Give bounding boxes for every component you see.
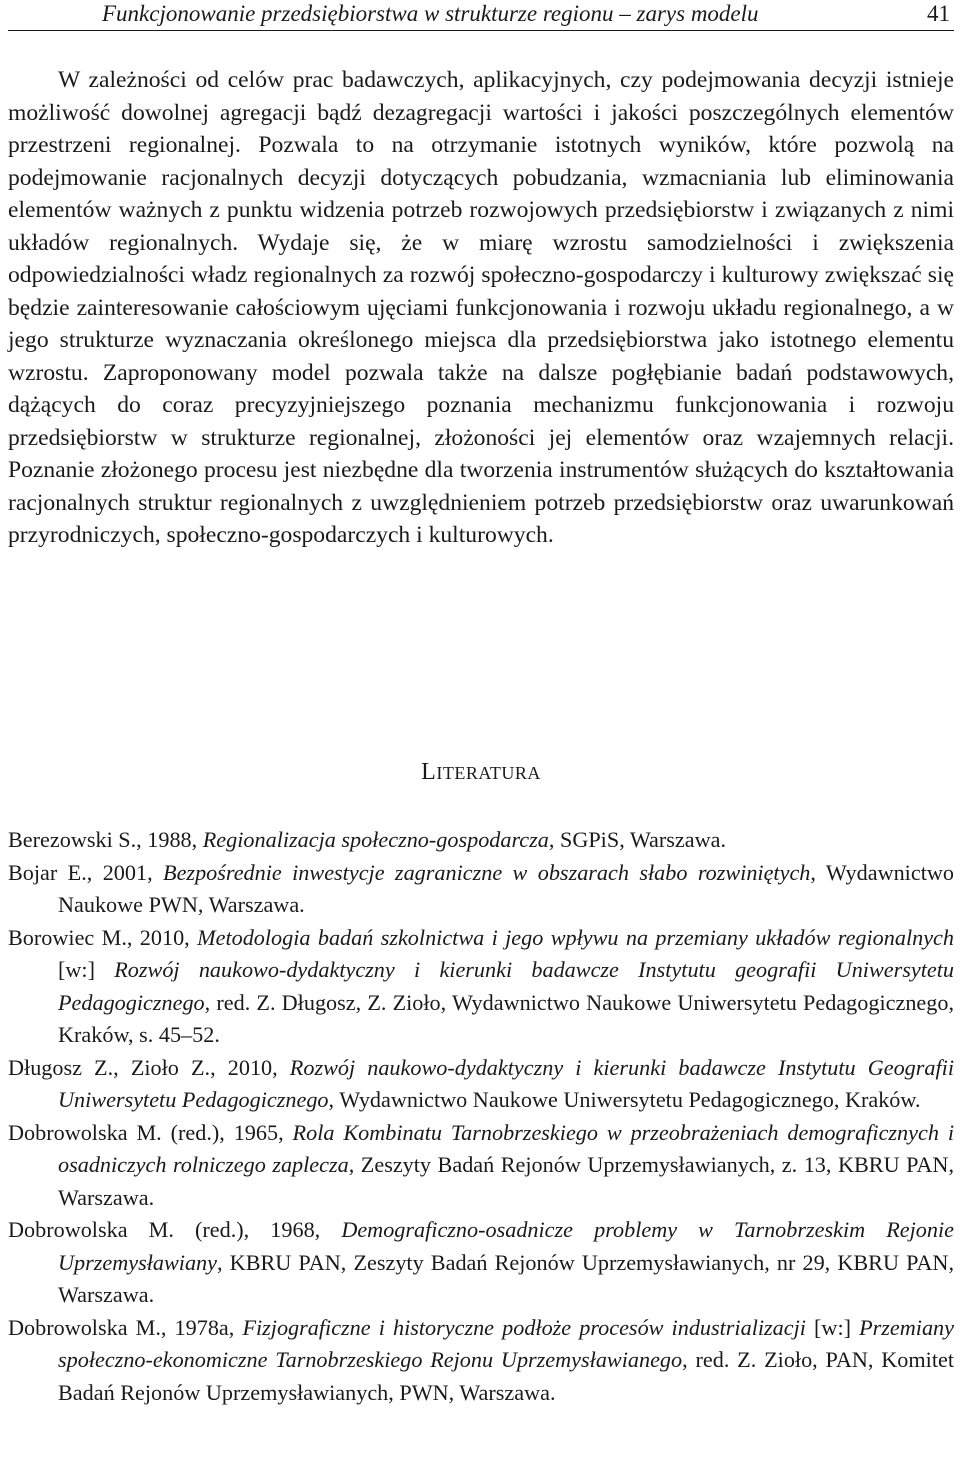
reference-title: Metodologia badań szkolnictwa i jego wpływu na przemiany układów regionalnych [197,924,954,950]
reference-author: Dobrowolska M. (red.), 1968, [8,1217,342,1242]
reference-item [8,922,954,1052]
reference-author: Dobrowolska M. (red.), 1965, [8,1119,293,1145]
body-paragraph [8,64,954,552]
reference-in: [w:] [805,1314,860,1340]
literature-heading [8,758,954,787]
reference-title: Regionalizacja społeczno-gospodarcza [202,827,549,852]
reference-item [8,1117,954,1215]
running-title: Funkcjonowanie przedsiębiorstwa w strukturze regionu – zarys modelu [102,1,759,26]
bibliography [8,824,954,1409]
body-paragraph-text: W zależności od celów prac badawczych, aplikacyjnych, czy podejmowania decyzji istnieje możliwość dowolnej agregacji bądź dezagregacji wartości i jakości poszczególnych elementów przestrzeni regionalnej. Pozwala to na otrzymanie istotnych wyników, które pozwolą na podejmowanie racjonalnych decyzji dotyczących pobudzania, wzmacniania lub eliminowania elementów ważnych z punktu widzenia potrzeb rozwojowych przedsiębiorstw i związanych z nimi układów regionalnych. Wydaje się, że w miarę wzrostu samodzielności i zwiększenia odpowiedzialności władz regionalnych za rozwój społeczno-gospodarczy i kulturowy zwiększać się będzie zainteresowanie całościowym ujęciami funkcjonowania i rozwoju układu regionalnego, a w jego strukturze wyznaczania określonego miejsca dla przedsiębiorstwa jako istotnego elementu wzrostu. Zaproponowany model pozwala także na dalsze pogłębianie badań podstawowych, dążących do coraz precyzyjniejszego poznania mechanizmu funkcjonowania i rozwoju przedsiębiorstw w strukturze regionalnej, złożoności jej elementów oraz wzajemnych relacji. Poznanie złożonego procesu jest niezbędne dla tworzenia instrumentów służących do kształtowania racjonalnych struktur regionalnych z uwzględnieniem potrzeb przedsiębiorstw oraz uwarunkowań przyrodniczych, społeczno-gospodarczych i kulturowych. [8,67,954,548]
reference-item [8,1214,954,1312]
reference-author: Długosz Z., Zioło Z., 2010, [8,1054,290,1080]
reference-item [8,1052,954,1117]
reference-details: , KBRU PAN, Zeszyty Badań Rejonów Uprzemysławianych, nr 29, KBRU PAN, Warszawa. [58,1249,954,1307]
literature-heading-rest: ITERATURA [436,763,541,783]
reference-item [8,824,954,857]
reference-in: [w:] [58,957,115,982]
reference-details: , Zeszyty Badań Rejonów Uprzemysławianych, z. 13, KBRU PAN, Warszawa. [58,1152,954,1210]
reference-volume-title: Przemiany społeczno-ekonomiczne Tarnobrzeskiego Rejonu Uprzemysławianego [58,1314,954,1372]
reference-title: Fizjograficzne i historyczne podłoże procesów industrializacji [242,1314,806,1340]
literature-heading-initial: L [421,759,437,785]
reference-author: Dobrowolska M., 1978a, [8,1314,243,1340]
reference-item [8,1312,954,1410]
running-header [8,0,954,31]
reference-details: , SGPiS, Warszawa. [548,827,727,852]
reference-item [8,857,954,922]
reference-title: Demograficzno-osadnicze problemy w Tarnobrzeskim Rejonie Uprzemysławiany [58,1217,955,1275]
reference-details: , red. Z. Zioło, PAN, Komitet Badań Rejonów Uprzemysławianych, PWN, Warszawa. [58,1347,954,1405]
reference-title: Rozwój naukowo-dydaktyczny i kierunki badawcze Instytutu Geografii Uniwersytetu Pedagogicznego [58,1054,954,1112]
reference-details: , red. Z. Długosz, Z. Zioło, Wydawnictwo Naukowe Uniwersytetu Pedagogicznego, Kraków, s. 45–52. [58,989,954,1047]
reference-volume-title: Rozwój naukowo-dydaktyczny i kierunki badawcze Instytutu geografii Uniwersytetu Pedagogicznego [58,957,954,1015]
reference-title: Rola Kombinatu Tarnobrzeskiego w przeobrażeniach demograficznych i osadniczych rolniczego zaplecza [58,1119,955,1177]
reference-details: , Wydawnictwo Naukowe PWN, Warszawa. [58,859,954,917]
page-number: 41 [927,1,950,26]
reference-details: , Wydawnictwo Naukowe Uniwersytetu Pedagogicznego, Kraków. [328,1087,921,1112]
reference-author: Borowiec M., 2010, [8,924,198,950]
reference-title: Bezpośrednie inwestycje zagraniczne w obszarach słabo rozwiniętych [163,859,811,885]
reference-author: Berezowski S., 1988, [8,827,203,852]
reference-author: Bojar E., 2001, [8,859,164,885]
